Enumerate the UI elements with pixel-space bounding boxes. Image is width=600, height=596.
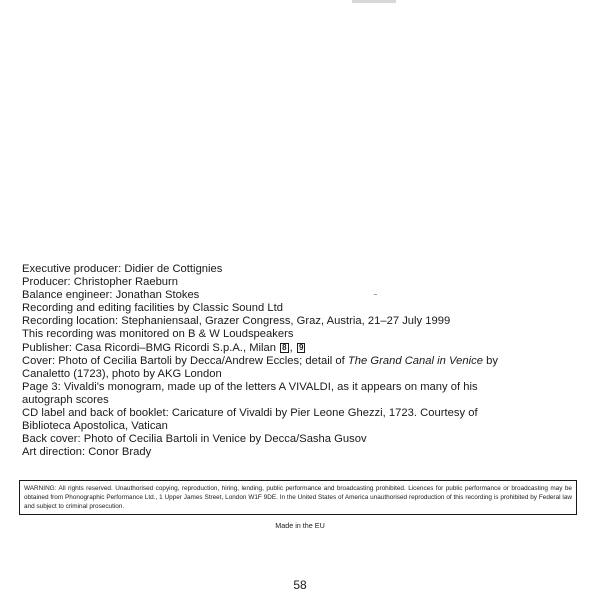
- credit-back-cover: Back cover: Photo of Cecilia Bartoli in Venice by Decca/Sasha Gusov: [22, 433, 367, 446]
- cover-prefix: Cover: Photo of Cecilia Bartoli by Decca/Andrew Eccles; detail of: [22, 354, 348, 367]
- credit-page3: Page 3: Vivaldi's monogram, made up of the letters A VIVALDI, as it appears on many of his autograph scores: [22, 380, 478, 406]
- legal-warning-text: WARNING: All rights reserved. Unauthorised copying, reproduction, hiring, lending, public performance and broadcasting prohibited. Licences for public performance or broadcasting may be obtained from Phonographic Performance Ltd., 1 Upper James Street, London W1F 9DE. In the United States of America unauthorised reproduction of this recording is prohibited by Federal law and subject to criminal prosecution.: [24, 485, 572, 510]
- credit-recording-facilities: Recording and editing facilities by Classic Sound Ltd: [22, 302, 284, 315]
- publisher-separator: ,: [289, 341, 293, 354]
- cover-title: The Grand Canal in Venice: [347, 354, 483, 367]
- credits-block: [22, 263, 582, 459]
- credit-art-direction: Art direction: Conor Brady: [22, 446, 152, 459]
- cover-suffix: by Canaletto (1723), photo by AKG London: [22, 354, 498, 380]
- credit-cover: [22, 355, 502, 381]
- page-number: 58: [293, 578, 307, 592]
- credit-recording-location: Recording location: Stephaniensaal, Grazer Congress, Graz, Austria, 21–27 July 1999: [22, 315, 451, 328]
- made-in-label: Made in the EU: [275, 521, 325, 530]
- legal-warning-box: [19, 480, 577, 515]
- credit-executive-producer: Executive producer: Didier de Cottignies: [22, 263, 223, 275]
- credit-cd-label: CD label and back of booklet: Caricature of Vivaldi by Pier Leone Ghezzi, 1723. Courtesy of Biblioteca Apostolica, Vatican: [22, 407, 478, 433]
- credit-producer: Producer: Christopher Raeburn: [22, 276, 179, 289]
- publisher-box-number-2: 9: [298, 342, 304, 352]
- credit-balance-engineer: Balance engineer: Jonathan Stokes: [22, 289, 200, 302]
- publisher-box-number-1: 8: [282, 342, 287, 352]
- publisher-text: Publisher: Casa Ricordi–BMG Ricordi S.p.A., Milan: [22, 341, 277, 354]
- scan-mark: [352, 0, 396, 3]
- credit-monitored: This recording was monitored on B & W Loudspeakers: [22, 328, 294, 341]
- credit-publisher: [22, 342, 582, 355]
